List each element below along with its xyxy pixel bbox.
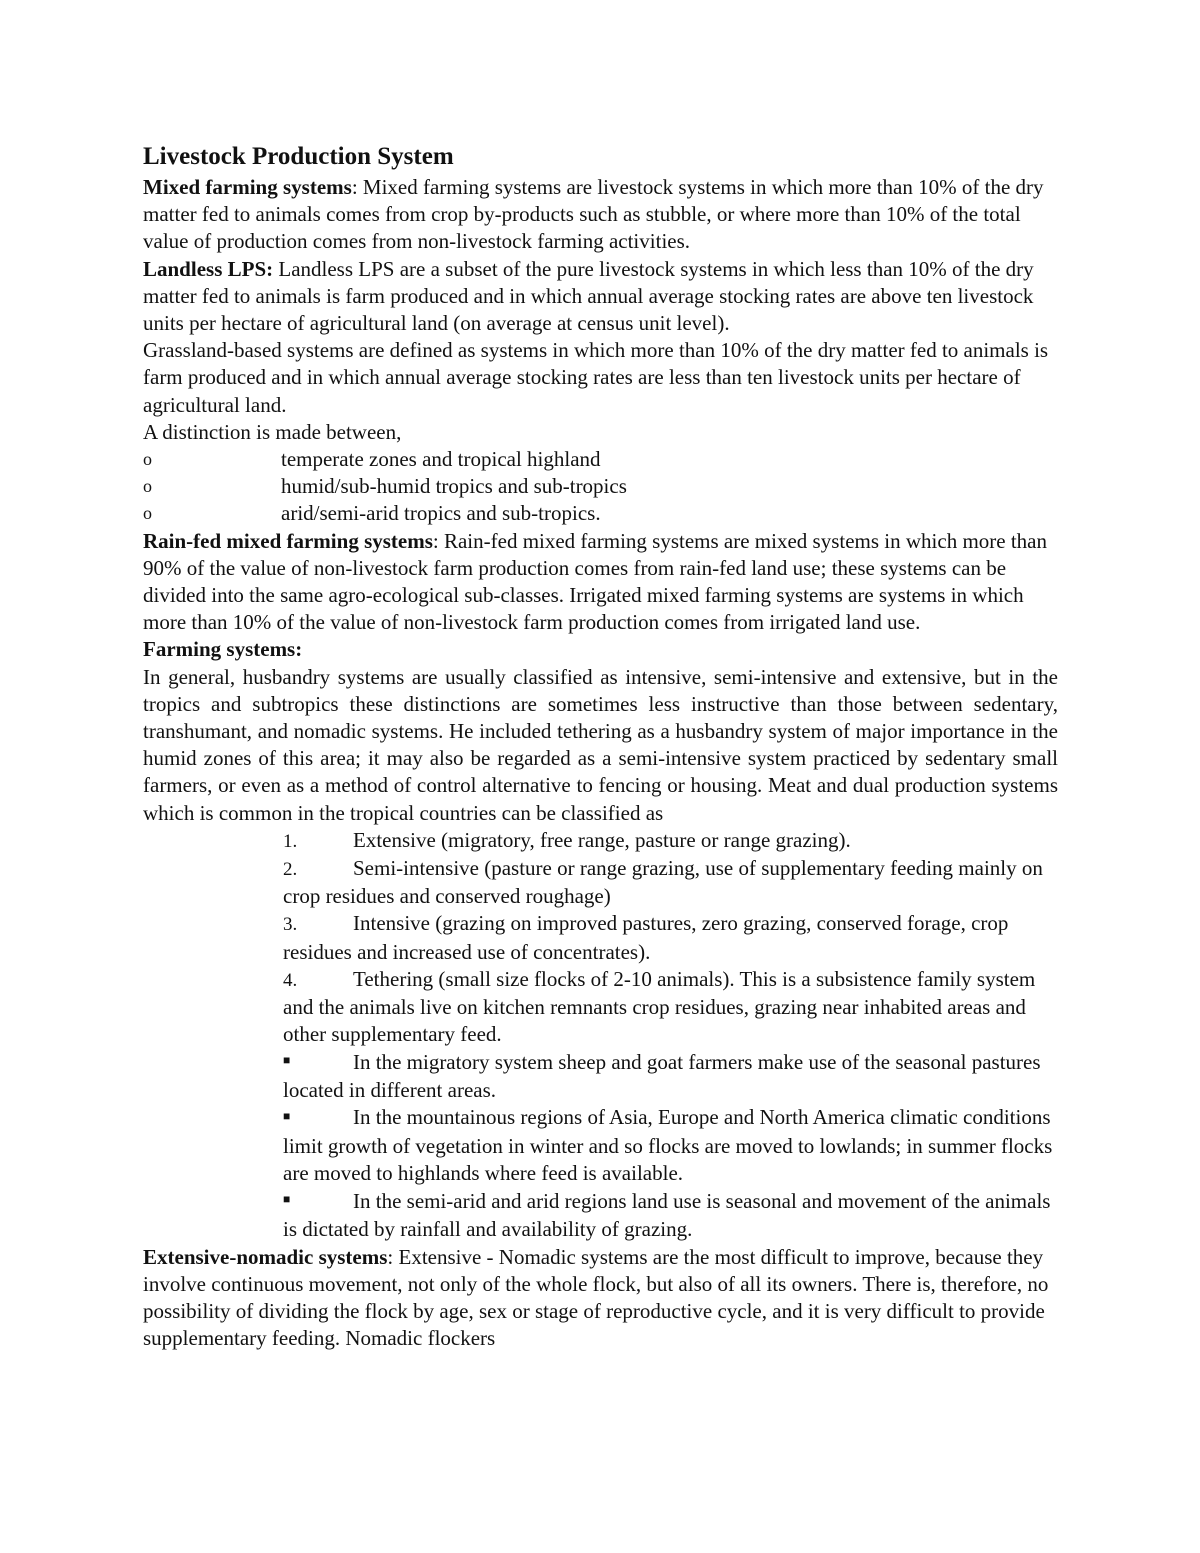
zone-text: arid/semi-arid tropics and sub-tropics.: [281, 501, 601, 526]
zone-text: humid/sub-humid tropics and sub-tropics: [281, 474, 627, 499]
landless-label: Landless LPS:: [143, 256, 274, 281]
list-item-text: Intensive (grazing on improved pastures, zero grazing, conserved forage, crop residues and increased use of concentrates).: [283, 911, 1009, 964]
list-item-text: Semi-intensive (pasture or range grazing, use of supplementary feeding mainly on crop residues and conserved roughage): [283, 856, 1043, 909]
circle-bullet-icon: o: [143, 476, 152, 497]
square-bullet-icon: ■: [283, 1109, 291, 1124]
list-item: [143, 446, 1058, 473]
extensive-nomadic-text: : Extensive - Nomadic systems are the most difficult to improve, because they involve continuous movement, not only of the whole flock, but also of all its owners. There is, therefore, no possibility of dividing the flock by age, sex or stage of reproductive cycle, and it is very difficult to provide supplementary feeding. Nomadic flockers: [143, 1244, 1049, 1351]
circle-bullet-icon: o: [143, 503, 152, 524]
list-item-text: Tethering (small size flocks of 2-10 animals). This is a subsistence family system and the animals live on kitchen remnants crop residues, grazing near inhabited areas and other supplementary feed.: [283, 966, 1036, 1047]
farming-systems-heading: [143, 636, 1058, 663]
bullet-list-item: [143, 1104, 1058, 1187]
bullet-list-item: [143, 1049, 1058, 1105]
list-number: 4.: [283, 969, 298, 991]
square-bullet-icon: ■: [283, 1192, 291, 1207]
bullet-text: In the mountainous regions of Asia, Europe and North America climatic conditions limit growth of vegetation in winter and so flocks are moved to lowlands; in summer flocks are moved to highlands where feed is available.: [283, 1105, 1053, 1186]
farming-systems-label: Farming systems:: [143, 637, 303, 662]
landless-paragraph: [143, 256, 1058, 338]
rainfed-text: : Rain-fed mixed farming systems are mixed systems in which more than 90% of the value of non-livestock farm production comes from rain-fed land use; these systems can be divided into the same agro-ecological sub-classes. Irrigated mixed farming systems are systems in which more than 10% of the value of non-livestock farm production comes from irrigated land use.: [143, 528, 1048, 635]
bullet-text: In the semi-arid and arid regions land use is seasonal and movement of the animals is dictated by rainfall and availability of grazing.: [283, 1188, 1051, 1242]
list-number: 1.: [283, 830, 298, 852]
numbered-list-item: [143, 966, 1058, 1049]
mixed-farming-label: Mixed farming systems: [143, 175, 352, 199]
zone-text: temperate zones and tropical highland: [281, 447, 601, 472]
mixed-farming-paragraph: [143, 174, 1058, 256]
document-page: [143, 141, 1058, 1352]
list-number: 3.: [283, 914, 298, 936]
page-title: Livestock Production System: [143, 143, 454, 170]
extensive-nomadic-paragraph: [143, 1244, 1058, 1353]
circle-bullet-icon: o: [143, 449, 152, 470]
bullet-text: In the migratory system sheep and goat farmers make use of the seasonal pastures located in different areas.: [283, 1049, 1041, 1103]
square-bullet-icon: ■: [283, 1053, 291, 1068]
numbered-list-item: [143, 855, 1058, 910]
farming-systems-paragraph: In general, husbandry systems are usually classified as intensive, semi-intensive and extensive, but in the tropics and subtropics these distinctions are sometimes less instructive than those between sedentary, transhumant, and nomadic systems. He included tethering as a husbandry system of major importance in the humid zones of this area; it may also be regarded as a semi-intensive system practiced by sedentary small farmers, or even as a method of control alternative to fencing or housing. Meat and dual production systems which is common in the tropical countries can be classified as: [143, 664, 1058, 825]
extensive-nomadic-label: Extensive-nomadic systems: [143, 1244, 388, 1269]
mixed-farming-text: : Mixed farming systems are livestock systems in which more than 10% of the dry matter fed to animals comes from crop by-products such as stubble, or where more than 10% of the total value of production comes from non-livestock farming activities.: [143, 175, 1044, 254]
rainfed-label: Rain-fed mixed farming systems: [143, 528, 433, 553]
list-item-text: Extensive (migratory, free range, pasture or range grazing).: [353, 827, 851, 852]
numbered-list-item: [143, 827, 1058, 855]
numbered-list-item: [143, 910, 1058, 965]
rainfed-paragraph: [143, 528, 1058, 637]
list-item: [143, 473, 1058, 500]
landless-text: Landless LPS are a subset of the pure livestock systems in which less than 10% of the dry matter fed to animals is farm produced and in which annual average stocking rates are above ten livestock units per hectare of agricultural land (on average at census unit level).: [143, 256, 1034, 336]
grassland-paragraph: Grassland-based systems are defined as systems in which more than 10% of the dry matter fed to animals is farm produced and in which annual average stocking rates are less than ten livestock units per hectare of agricultural land.: [143, 338, 1049, 417]
distinction-line: A distinction is made between,: [143, 419, 402, 444]
list-number: 2.: [283, 859, 298, 881]
list-item: [143, 500, 1058, 527]
bullet-list-item: [143, 1188, 1058, 1244]
